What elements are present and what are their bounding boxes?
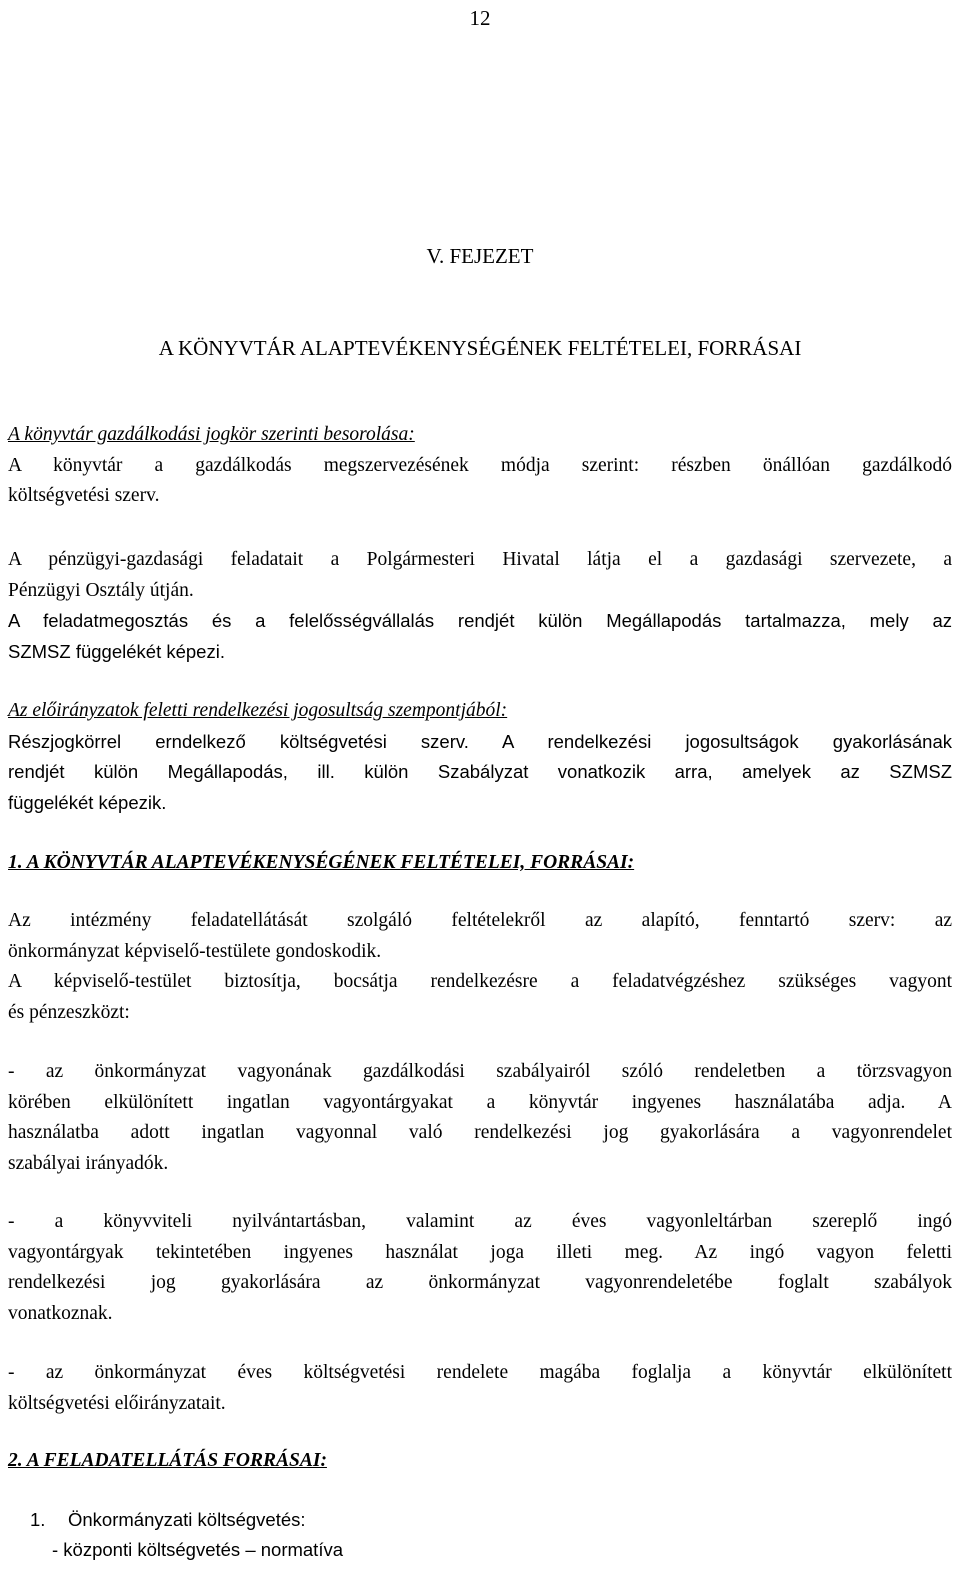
text-line: önkormányzat képviselő-testülete gondoskodik. bbox=[8, 940, 382, 962]
section-heading: A könyvtár gazdálkodási jogkör szerinti besorolása: bbox=[8, 424, 415, 445]
section-heading: Az előirányzatok feletti rendelkezési jogosultság szempontjából: bbox=[8, 700, 508, 721]
text-line: - a könyvviteli nyilvántartásban, valamint az éves vagyonleltárban szereplő ingó bbox=[8, 1211, 952, 1232]
list-item bbox=[30, 1505, 306, 1536]
section-finance bbox=[8, 545, 952, 667]
text-line: függelékét képezik. bbox=[8, 791, 167, 813]
text-line: Az intézmény feladatellátását szolgáló feltételekről az alapító, fenntartó szerv: az bbox=[8, 910, 952, 931]
paragraph bbox=[8, 1207, 952, 1329]
text-line: - az önkormányzat éves költségvetési rendelete magába foglalja a könyvtár elkülönített bbox=[8, 1362, 952, 1383]
text-line: költségvetési előirányzatait. bbox=[8, 1392, 226, 1414]
page-number: 12 bbox=[469, 6, 491, 30]
text-line: körében elkülönített ingatlan vagyontárgyakat a könyvtár ingyenes használatába adja. A bbox=[8, 1091, 952, 1113]
list-item: - központi költségvetés – normatíva bbox=[52, 1539, 344, 1560]
text-line: vagyontárgyak tekintetében ingyenes használat joga illeti meg. Az ingó vagyon feletti bbox=[8, 1241, 952, 1263]
text-line: rendelkezési jog gyakorlására az önkormányzat vagyonrendeletébe foglalt szabályok bbox=[8, 1272, 952, 1293]
paragraph bbox=[8, 906, 952, 1028]
text-line: A feladatmegosztás és a felelősségvállalás rendjét külön Megállapodás tartalmazza, mely az bbox=[8, 610, 952, 631]
chapter-heading: V. FEJEZET bbox=[426, 244, 534, 268]
list-number: 1. bbox=[30, 1509, 46, 1530]
text-line: - az önkormányzat vagyonának gazdálkodási szabályairól szóló rendeletben a törzsvagyon bbox=[8, 1061, 952, 1082]
paragraph bbox=[8, 1057, 952, 1179]
section-sources-heading: 2. A FELADATELLÁTÁS FORRÁSAI: bbox=[8, 1450, 327, 1471]
text-line: rendjét külön Megállapodás, ill. külön Szabályzat vonatkozik arra, amelyek az SZMSZ bbox=[8, 761, 952, 782]
list-text: Önkormányzati költségvetés: bbox=[68, 1509, 306, 1530]
text-line: vonatkoznak. bbox=[8, 1302, 113, 1324]
text-line: költségvetési szerv. bbox=[8, 485, 160, 506]
text-line: A képviselő-testület biztosítja, bocsátja rendelkezésre a feladatvégzéshez szükséges vagyont bbox=[8, 971, 952, 992]
section-classification bbox=[8, 420, 952, 512]
text-line: szabályai irányadók. bbox=[8, 1152, 169, 1174]
text-line: és pénzeszközt: bbox=[8, 1001, 130, 1023]
section-appropriations bbox=[8, 696, 952, 818]
text-line: Részjogkörrel erndelkező költségvetési szerv. A rendelkezési jogosultságok gyakorlásának bbox=[8, 730, 952, 752]
text-line: A pénzügyi-gazdasági feladatait a Polgármesteri Hivatal látja el a gazdasági szervezete, a bbox=[8, 549, 952, 570]
text-line: használatba adott ingatlan vagyonnal való rendelkezési jog gyakorlására a vagyonrendelet bbox=[8, 1122, 952, 1143]
text-line: Pénzügyi Osztály útján. bbox=[8, 579, 194, 601]
main-title: A KÖNYVTÁR ALAPTEVÉKENYSÉGÉNEK FELTÉTELEI, FORRÁSAI bbox=[158, 336, 802, 360]
paragraph bbox=[8, 1358, 952, 1419]
text-line: SZMSZ függelékét képezi. bbox=[8, 640, 225, 662]
section-conditions-heading: 1. A KÖNYVTÁR ALAPTEVÉKENYSÉGÉNEK FELTÉTELEI, FORRÁSAI: bbox=[8, 852, 635, 873]
text-line: A könyvtár a gazdálkodás megszervezésének módja szerint: részben önállóan gazdálkodó bbox=[8, 454, 952, 476]
